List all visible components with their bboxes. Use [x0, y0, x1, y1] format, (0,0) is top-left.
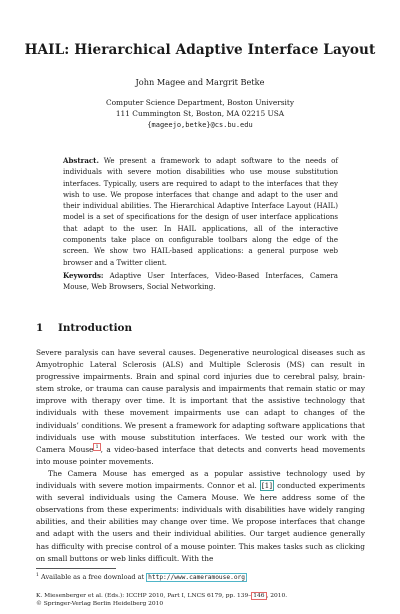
- last-page-link[interactable]: 146: [253, 593, 265, 599]
- section-heading: [36, 322, 132, 334]
- abstract-label: Abstract.: [63, 156, 99, 165]
- paragraph-2-text-b: conducted experiments with several individuals using the Camera Mouse. We here address some of the observations from these experiments: individuals with disabilities have widely ranging abilities, and their abilities may change over time. We propose interfaces that change and adapt with the users and their individual abilities. Our target audience generally has difficulty with precise control of a mouse pointer. This makes tasks such as clicking on small buttons or web links difficult. With the: [36, 481, 365, 563]
- affiliation-address: 111 Cummington St, Boston, MA 02215 USA: [115, 109, 285, 118]
- keywords-label: Keywords:: [63, 271, 104, 280]
- footnote-text: Available as a free download at: [41, 573, 147, 582]
- publication-info-text-b: , 2010.: [266, 593, 288, 599]
- footnote-link[interactable]: 1: [95, 444, 99, 451]
- paragraph-1: [36, 347, 365, 468]
- footnote: [36, 573, 365, 581]
- citation-link[interactable]: [1]: [261, 481, 273, 491]
- introduction-body: [36, 347, 365, 565]
- paragraph-1-text-a: Severe paralysis can have several causes. Degenerative neurological diseases such as Amyotrophic Lateral Sclerosis (ALS) and Multiple Sclerosis (MS) can result in progressive impairments. Brain and spinal cord injuries due to cerebral palsy, brain-stem stroke, or trauma can cause paralysis and impairments that remain static or may improve with therapy over time. It is important that the assistive technology that individuals with these movement impairments use can adapt to changes of the individuals’ conditions. We present a framework for adapting software applications that individuals use with mouse substitution interfaces. We tested our work with the Camera Mouse: [36, 348, 365, 454]
- publication-info-text-a: K. Miesenberger et al. (Eds.): ICCHP 2010, Part I, LNCS 6179, pp. 139–: [36, 593, 252, 599]
- abstract-text: We present a framework to adapt software to the needs of individuals with severe motion disabilities who use mouse substitution interfaces. Typically, users are required to adapt to the interfaces that they wish to use. We propose interfaces that change and adapt to the user and their individual abilities. The Hierarchical Adaptive Interface Layout (HAIL) model is a set of specifications for the design of user interface applications that adapt to the user. In HAIL applications, all of the interactive components take place on configurable toolbars along the edge of the screen. We show two HAIL-based applications: a general purpose web browser and a Twitter client.: [63, 156, 338, 267]
- section-number: 1: [36, 322, 44, 334]
- author-names: John Magee and Margrit Betke: [135, 77, 265, 87]
- author-emails: {mageejo,betke}@cs.bu.edu: [147, 121, 253, 129]
- footnote-rule: [36, 568, 116, 569]
- keywords-text: Adaptive User Interfaces, Video-Based Interfaces, Camera Mouse, Web Browsers, Social Networking.: [63, 271, 338, 292]
- footnote-mark: 1: [36, 573, 39, 578]
- affiliation-department: Computer Science Department, Boston University: [105, 98, 295, 107]
- copyright-notice: © Springer-Verlag Berlin Heidelberg 2010: [36, 601, 164, 607]
- paper-title: HAIL: Hierarchical Adaptive Interface Layout: [24, 42, 376, 58]
- footnote-url-link[interactable]: http://www.cameramouse.org: [148, 574, 246, 582]
- paragraph-2: [36, 468, 365, 565]
- paragraph-2-text-a: The Camera Mouse has emerged as a popular assistive technology used by individuals with severe motion impairments. Connor et al.: [36, 468, 365, 491]
- section-title: Introduction: [58, 322, 132, 334]
- paragraph-1-text-b: , a video-based interface that detects and converts head movements into mouse pointer movements.: [36, 444, 365, 466]
- abstract: [63, 155, 338, 268]
- keywords: [63, 270, 338, 293]
